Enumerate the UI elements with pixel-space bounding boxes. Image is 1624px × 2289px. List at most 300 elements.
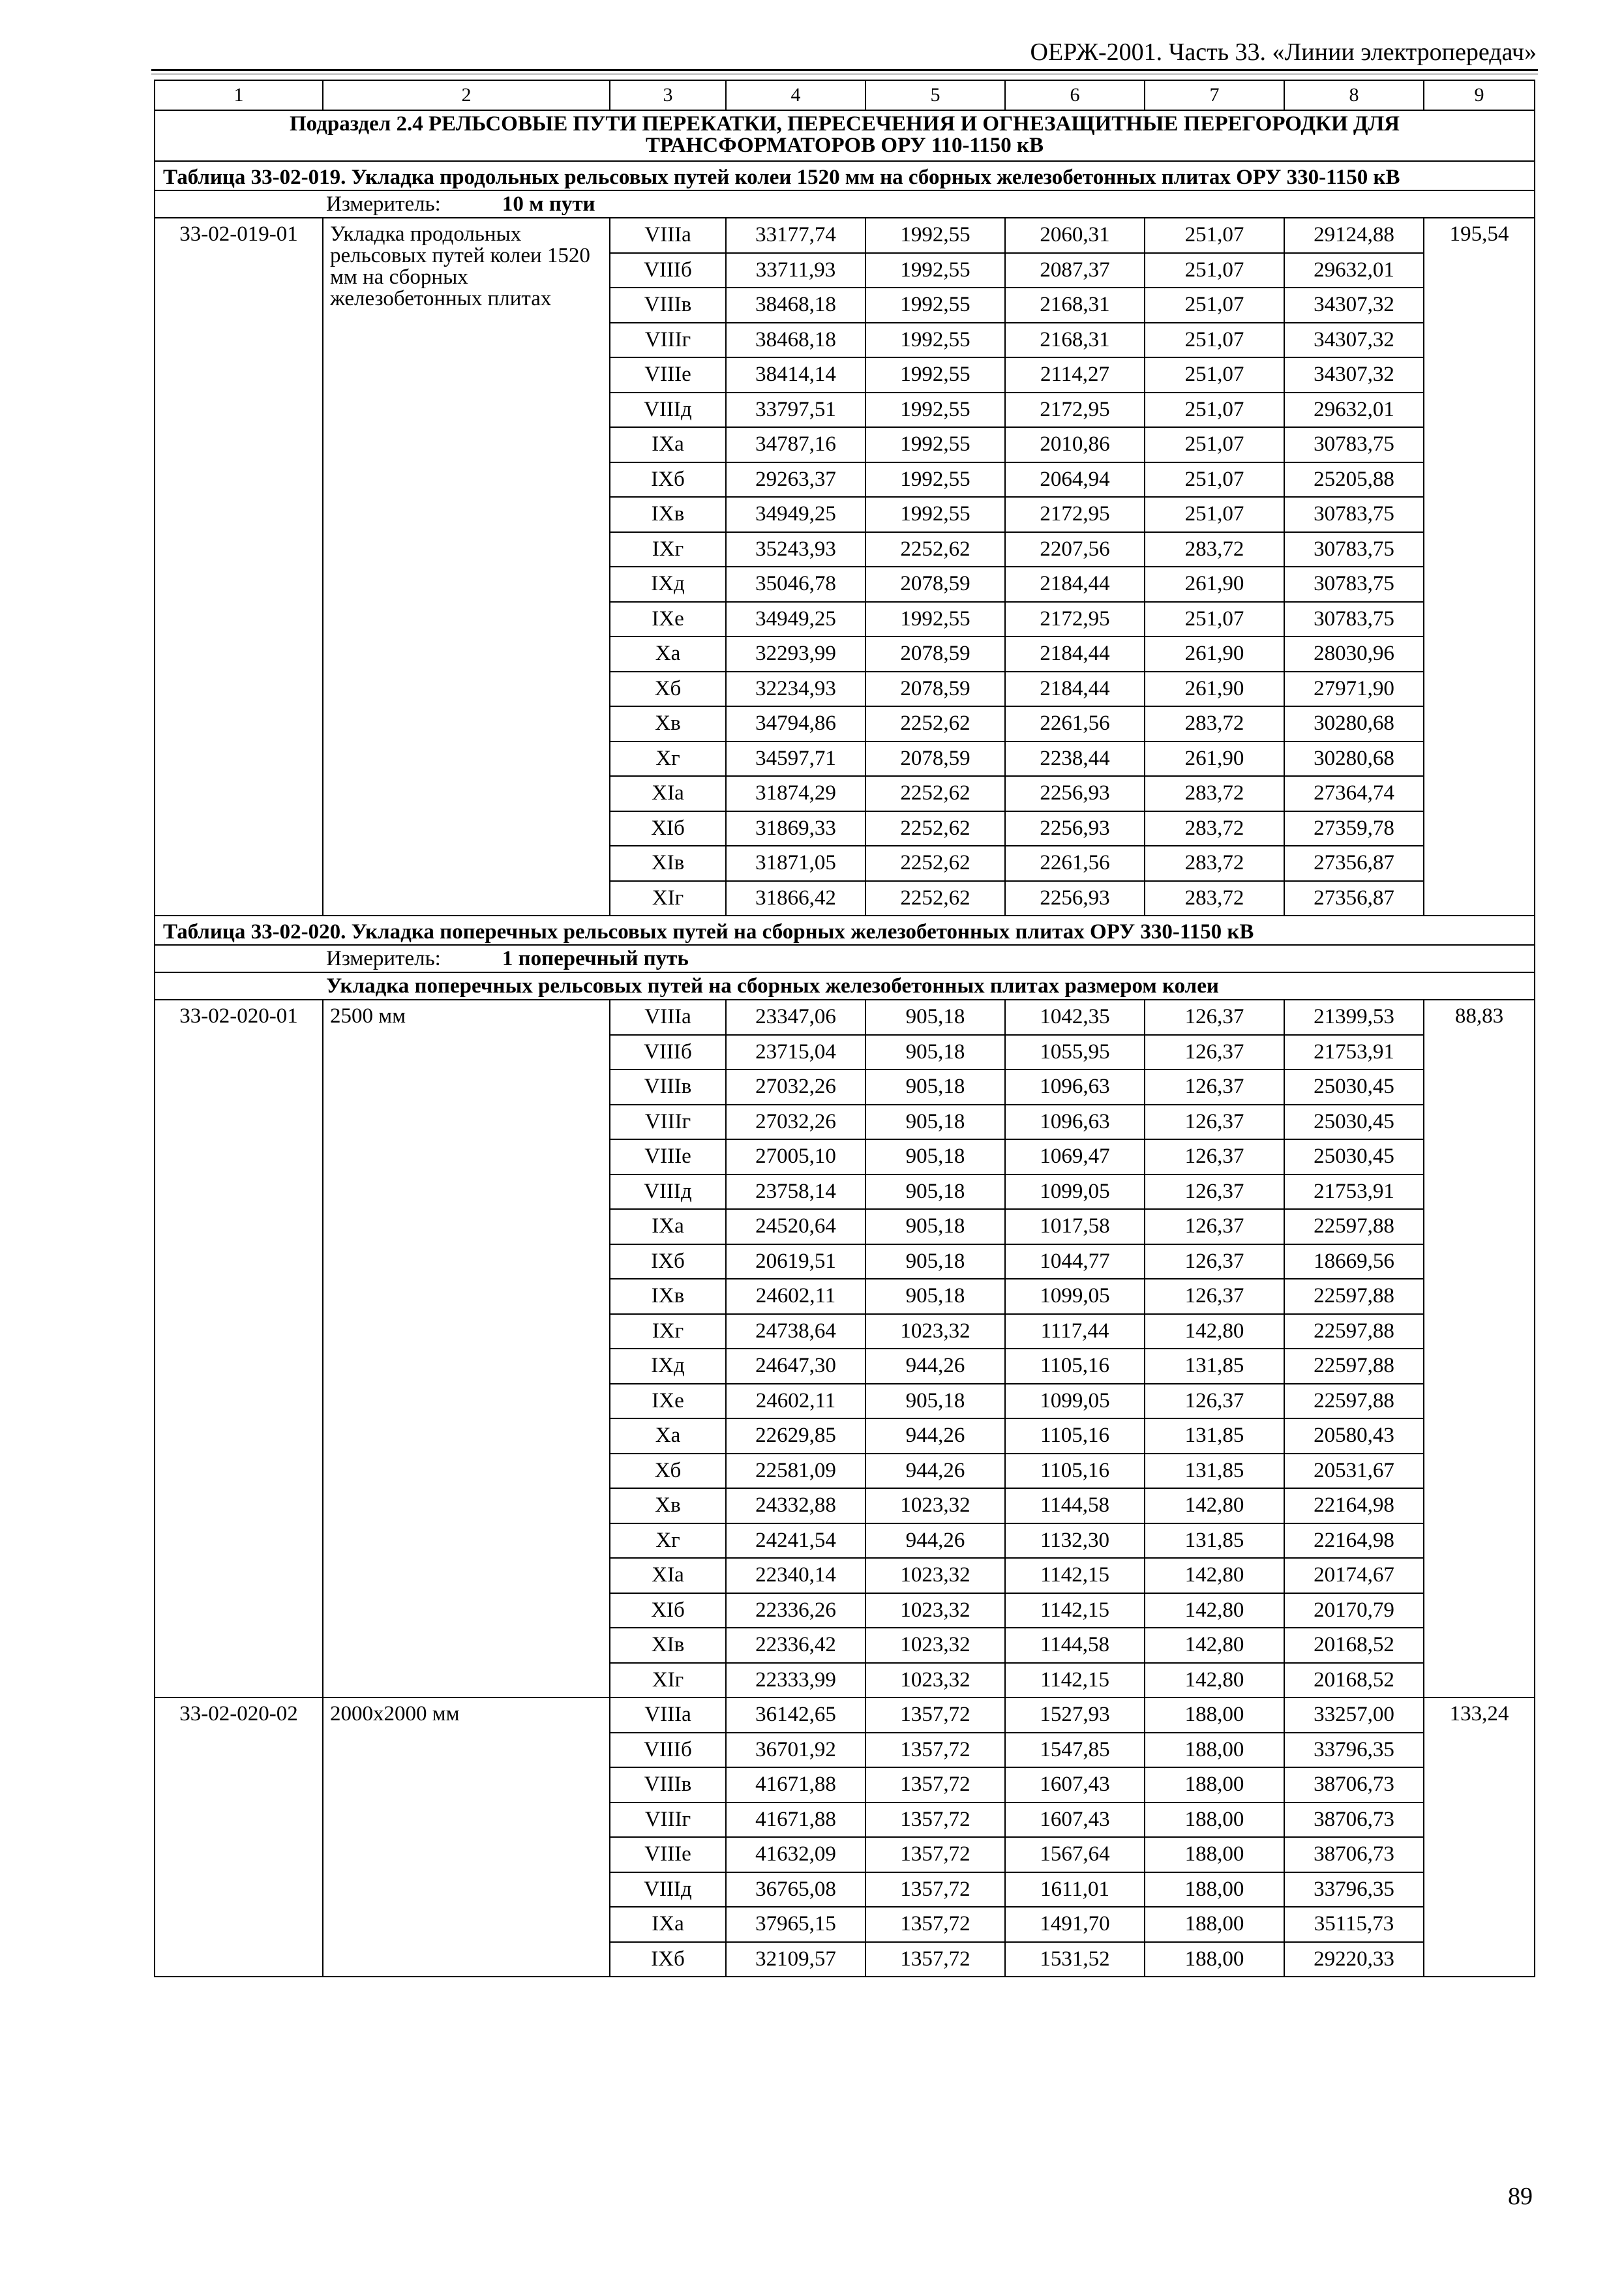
value-cell: 33796,35 [1284, 1733, 1424, 1768]
zone-cell: IXб [610, 1942, 726, 1977]
labor-cost: 88,83 [1424, 1000, 1535, 1698]
value-cell: 2252,62 [865, 846, 1005, 881]
value-cell: 1069,47 [1005, 1139, 1145, 1174]
zone-cell: IXд [610, 1349, 726, 1384]
value-cell: 131,85 [1145, 1349, 1284, 1384]
value-cell: 251,07 [1145, 462, 1284, 498]
table2-subheading-row [155, 972, 1535, 1000]
value-cell: 2078,59 [865, 567, 1005, 602]
value-cell: 2256,93 [1005, 811, 1145, 846]
value-cell: 34307,32 [1284, 357, 1424, 393]
value-cell: 1357,72 [865, 1767, 1005, 1803]
value-cell: 24602,11 [726, 1279, 865, 1314]
value-cell: 944,26 [865, 1523, 1005, 1559]
table-row [155, 1698, 1535, 1733]
value-cell: 33797,51 [726, 393, 865, 428]
value-cell: 1096,63 [1005, 1105, 1145, 1140]
value-cell: 20531,67 [1284, 1454, 1424, 1489]
value-cell: 23758,14 [726, 1174, 865, 1210]
zone-cell: Xа [610, 1418, 726, 1454]
zone-cell: Xг [610, 741, 726, 777]
column-number: 1 [155, 80, 323, 110]
value-cell: 2184,44 [1005, 636, 1145, 672]
zone-cell: VIIIв [610, 1767, 726, 1803]
value-cell: 22597,88 [1284, 1314, 1424, 1349]
value-cell: 1992,55 [865, 357, 1005, 393]
value-cell: 251,07 [1145, 602, 1284, 637]
value-cell: 29124,88 [1284, 218, 1424, 253]
value-cell: 1023,32 [865, 1488, 1005, 1523]
value-cell: 1357,72 [865, 1698, 1005, 1733]
zone-cell: Xб [610, 1454, 726, 1489]
value-cell: 126,37 [1145, 1384, 1284, 1419]
item-description: Укладка продольных рельсовых путей колеи 1520 мм на сборных железобетонных плитах [323, 218, 610, 916]
value-cell: 2207,56 [1005, 532, 1145, 567]
table-title: Таблица 33-02-019. Укладка продольных рельсовых путей колеи 1520 мм на сборных железобетонных плитах ОРУ 330-1150 кВ [155, 161, 1535, 190]
item-code: 33-02-019-01 [155, 218, 323, 916]
value-cell: 1992,55 [865, 288, 1005, 323]
value-cell: 1992,55 [865, 462, 1005, 498]
table2-meter-row [155, 945, 1535, 972]
value-cell: 283,72 [1145, 881, 1284, 916]
value-cell: 1044,77 [1005, 1244, 1145, 1279]
value-cell: 131,85 [1145, 1454, 1284, 1489]
column-number: 5 [865, 80, 1005, 110]
value-cell: 1992,55 [865, 427, 1005, 462]
value-cell: 2261,56 [1005, 706, 1145, 741]
value-cell: 27971,90 [1284, 672, 1424, 707]
zone-cell: VIIIв [610, 288, 726, 323]
value-cell: 905,18 [865, 1070, 1005, 1105]
value-cell: 2010,86 [1005, 427, 1145, 462]
item-code: 33-02-020-02 [155, 1698, 323, 1977]
value-cell: 1023,32 [865, 1558, 1005, 1593]
value-cell: 261,90 [1145, 741, 1284, 777]
value-cell: 38468,18 [726, 323, 865, 358]
value-cell: 23715,04 [726, 1035, 865, 1070]
value-cell: 283,72 [1145, 846, 1284, 881]
value-cell: 142,80 [1145, 1663, 1284, 1698]
value-cell: 36142,65 [726, 1698, 865, 1733]
value-cell: 2087,37 [1005, 253, 1145, 288]
value-cell: 2252,62 [865, 532, 1005, 567]
value-cell: 944,26 [865, 1418, 1005, 1454]
value-cell: 188,00 [1145, 1942, 1284, 1977]
column-number: 9 [1424, 80, 1535, 110]
value-cell: 38706,73 [1284, 1837, 1424, 1872]
meter-label: Измеритель: [326, 946, 441, 970]
value-cell: 24520,64 [726, 1209, 865, 1244]
meter-value: 10 м пути [502, 192, 595, 216]
value-cell: 1142,15 [1005, 1593, 1145, 1628]
value-cell: 24332,88 [726, 1488, 865, 1523]
value-cell: 22336,26 [726, 1593, 865, 1628]
zone-cell: IXв [610, 497, 726, 532]
value-cell: 1992,55 [865, 393, 1005, 428]
value-cell: 20619,51 [726, 1244, 865, 1279]
value-cell: 27005,10 [726, 1139, 865, 1174]
value-cell: 944,26 [865, 1349, 1005, 1384]
value-cell: 1547,85 [1005, 1733, 1145, 1768]
value-cell: 188,00 [1145, 1803, 1284, 1838]
value-cell: 25030,45 [1284, 1105, 1424, 1140]
value-cell: 1142,15 [1005, 1663, 1145, 1698]
value-cell: 251,07 [1145, 497, 1284, 532]
value-cell: 25205,88 [1284, 462, 1424, 498]
value-cell: 1992,55 [865, 218, 1005, 253]
table1-meter-row [155, 190, 1535, 218]
value-cell: 37965,15 [726, 1907, 865, 1942]
value-cell: 34794,86 [726, 706, 865, 741]
value-cell: 2172,95 [1005, 602, 1145, 637]
zone-cell: VIIIб [610, 1035, 726, 1070]
value-cell: 22629,85 [726, 1418, 865, 1454]
value-cell: 30280,68 [1284, 741, 1424, 777]
value-cell: 944,26 [865, 1454, 1005, 1489]
value-cell: 2064,94 [1005, 462, 1145, 498]
section-title-row [155, 110, 1535, 161]
value-cell: 22597,88 [1284, 1209, 1424, 1244]
zone-cell: VIIIг [610, 323, 726, 358]
zone-cell: VIIIг [610, 1803, 726, 1838]
value-cell: 30783,75 [1284, 497, 1424, 532]
value-cell: 35046,78 [726, 567, 865, 602]
value-cell: 261,90 [1145, 672, 1284, 707]
value-cell: 251,07 [1145, 323, 1284, 358]
value-cell: 34307,32 [1284, 288, 1424, 323]
table1-title-row [155, 161, 1535, 190]
value-cell: 34597,71 [726, 741, 865, 777]
value-cell: 261,90 [1145, 636, 1284, 672]
zone-cell: IXг [610, 1314, 726, 1349]
value-cell: 33711,93 [726, 253, 865, 288]
value-cell: 1992,55 [865, 497, 1005, 532]
value-cell: 31874,29 [726, 776, 865, 811]
value-cell: 2168,31 [1005, 323, 1145, 358]
zone-cell: Xв [610, 1488, 726, 1523]
header-rule [151, 69, 1538, 71]
value-cell: 32109,57 [726, 1942, 865, 1977]
zone-cell: XIб [610, 1593, 726, 1628]
zone-cell: XIг [610, 881, 726, 916]
value-cell: 38706,73 [1284, 1803, 1424, 1838]
value-cell: 24738,64 [726, 1314, 865, 1349]
zone-cell: XIг [610, 1663, 726, 1698]
value-cell: 142,80 [1145, 1593, 1284, 1628]
value-cell: 188,00 [1145, 1698, 1284, 1733]
value-cell: 22164,98 [1284, 1488, 1424, 1523]
value-cell: 1491,70 [1005, 1907, 1145, 1942]
value-cell: 1992,55 [865, 323, 1005, 358]
value-cell: 21399,53 [1284, 1000, 1424, 1035]
value-cell: 30783,75 [1284, 532, 1424, 567]
meter-label: Измеритель: [326, 192, 441, 216]
value-cell: 1096,63 [1005, 1070, 1145, 1105]
value-cell: 283,72 [1145, 776, 1284, 811]
value-cell: 2256,93 [1005, 881, 1145, 916]
page-number: 89 [1508, 2183, 1533, 2210]
value-cell: 1357,72 [865, 1733, 1005, 1768]
value-cell: 1992,55 [865, 253, 1005, 288]
value-cell: 251,07 [1145, 357, 1284, 393]
value-cell: 905,18 [865, 1000, 1005, 1035]
value-cell: 2078,59 [865, 741, 1005, 777]
value-cell: 905,18 [865, 1384, 1005, 1419]
value-cell: 2078,59 [865, 672, 1005, 707]
value-cell: 38706,73 [1284, 1767, 1424, 1803]
value-cell: 31871,05 [726, 846, 865, 881]
value-cell: 251,07 [1145, 218, 1284, 253]
value-cell: 24602,11 [726, 1384, 865, 1419]
value-cell: 27359,78 [1284, 811, 1424, 846]
zone-cell: VIIIе [610, 1837, 726, 1872]
running-header: ОЕРЖ-2001. Часть 33. «Линии электропередач» [1030, 38, 1537, 66]
zone-cell: VIIIа [610, 1000, 726, 1035]
value-cell: 1023,32 [865, 1663, 1005, 1698]
value-cell: 1105,16 [1005, 1454, 1145, 1489]
value-cell: 1042,35 [1005, 1000, 1145, 1035]
zone-cell: VIIIв [610, 1070, 726, 1105]
value-cell: 30280,68 [1284, 706, 1424, 741]
value-cell: 142,80 [1145, 1488, 1284, 1523]
column-numbers-row [155, 80, 1535, 110]
value-cell: 2184,44 [1005, 672, 1145, 707]
value-cell: 1357,72 [865, 1872, 1005, 1908]
value-cell: 29220,33 [1284, 1942, 1424, 1977]
column-number: 6 [1005, 80, 1145, 110]
value-cell: 1607,43 [1005, 1767, 1145, 1803]
zone-cell: VIIIб [610, 1733, 726, 1768]
zone-cell: XIб [610, 811, 726, 846]
value-cell: 126,37 [1145, 1105, 1284, 1140]
value-cell: 21753,91 [1284, 1174, 1424, 1210]
value-cell: 126,37 [1145, 1209, 1284, 1244]
value-cell: 1023,32 [865, 1593, 1005, 1628]
value-cell: 142,80 [1145, 1628, 1284, 1663]
value-cell: 30783,75 [1284, 602, 1424, 637]
zone-cell: IXг [610, 532, 726, 567]
value-cell: 251,07 [1145, 253, 1284, 288]
zone-cell: IXб [610, 462, 726, 498]
value-cell: 905,18 [865, 1174, 1005, 1210]
value-cell: 2252,62 [865, 776, 1005, 811]
value-cell: 22164,98 [1284, 1523, 1424, 1559]
value-cell: 20168,52 [1284, 1663, 1424, 1698]
value-cell: 905,18 [865, 1209, 1005, 1244]
meter [155, 945, 1535, 972]
value-cell: 905,18 [865, 1244, 1005, 1279]
value-cell: 126,37 [1145, 1279, 1284, 1314]
value-cell: 2172,95 [1005, 497, 1145, 532]
value-cell: 41632,09 [726, 1837, 865, 1872]
value-cell: 34949,25 [726, 497, 865, 532]
value-cell: 28030,96 [1284, 636, 1424, 672]
zone-cell: IXб [610, 1244, 726, 1279]
value-cell: 1357,72 [865, 1942, 1005, 1977]
value-cell: 1144,58 [1005, 1628, 1145, 1663]
value-cell: 2252,62 [865, 881, 1005, 916]
value-cell: 2060,31 [1005, 218, 1145, 253]
zone-cell: VIIIд [610, 1872, 726, 1908]
zone-cell: XIа [610, 1558, 726, 1593]
value-cell: 1117,44 [1005, 1314, 1145, 1349]
zone-cell: VIIIа [610, 1698, 726, 1733]
value-cell: 32234,93 [726, 672, 865, 707]
value-cell: 1105,16 [1005, 1418, 1145, 1454]
value-cell: 31869,33 [726, 811, 865, 846]
value-cell: 41671,88 [726, 1767, 865, 1803]
section-title: Подраздел 2.4 РЕЛЬСОВЫЕ ПУТИ ПЕРЕКАТКИ, ПЕРЕСЕЧЕНИЯ И ОГНЕЗАЩИТНЫЕ ПЕРЕГОРОДКИ ДЛЯ ТРАНСФОРМАТОРОВ ОРУ 110-1150 кВ [155, 110, 1535, 161]
value-cell: 188,00 [1145, 1907, 1284, 1942]
value-cell: 1105,16 [1005, 1349, 1145, 1384]
value-cell: 188,00 [1145, 1872, 1284, 1908]
value-cell: 1144,58 [1005, 1488, 1145, 1523]
zone-cell: VIIIа [610, 218, 726, 253]
value-cell: 1527,93 [1005, 1698, 1145, 1733]
value-cell: 251,07 [1145, 427, 1284, 462]
zone-cell: XIв [610, 846, 726, 881]
price-table [154, 80, 1535, 1977]
value-cell: 2114,27 [1005, 357, 1145, 393]
value-cell: 1607,43 [1005, 1803, 1145, 1838]
value-cell: 29632,01 [1284, 253, 1424, 288]
column-number: 4 [726, 80, 865, 110]
value-cell: 30783,75 [1284, 567, 1424, 602]
zone-cell: Xа [610, 636, 726, 672]
zone-cell: VIIIе [610, 1139, 726, 1174]
meter [155, 190, 1535, 218]
value-cell: 251,07 [1145, 393, 1284, 428]
value-cell: 22336,42 [726, 1628, 865, 1663]
value-cell: 2252,62 [865, 811, 1005, 846]
value-cell: 22597,88 [1284, 1279, 1424, 1314]
column-number: 8 [1284, 80, 1424, 110]
value-cell: 38468,18 [726, 288, 865, 323]
value-cell: 283,72 [1145, 532, 1284, 567]
value-cell: 2238,44 [1005, 741, 1145, 777]
value-cell: 1023,32 [865, 1628, 1005, 1663]
zone-cell: VIIIг [610, 1105, 726, 1140]
zone-cell: IXе [610, 602, 726, 637]
value-cell: 126,37 [1145, 1000, 1284, 1035]
value-cell: 27032,26 [726, 1105, 865, 1140]
value-cell: 22333,99 [726, 1663, 865, 1698]
zone-cell: VIIIд [610, 393, 726, 428]
zone-cell: IXв [610, 1279, 726, 1314]
value-cell: 31866,42 [726, 881, 865, 916]
value-cell: 32293,99 [726, 636, 865, 672]
zone-cell: XIв [610, 1628, 726, 1663]
value-cell: 30783,75 [1284, 427, 1424, 462]
value-cell: 21753,91 [1284, 1035, 1424, 1070]
value-cell: 22340,14 [726, 1558, 865, 1593]
table-title: Таблица 33-02-020. Укладка поперечных рельсовых путей на сборных железобетонных плитах ОРУ 330-1150 кВ [155, 916, 1535, 945]
value-cell: 2184,44 [1005, 567, 1145, 602]
value-cell: 20170,79 [1284, 1593, 1424, 1628]
value-cell: 29263,37 [726, 462, 865, 498]
value-cell: 905,18 [865, 1279, 1005, 1314]
value-cell: 1017,58 [1005, 1209, 1145, 1244]
zone-cell: VIIIб [610, 253, 726, 288]
value-cell: 20580,43 [1284, 1418, 1424, 1454]
value-cell: 24241,54 [726, 1523, 865, 1559]
value-cell: 36701,92 [726, 1733, 865, 1768]
value-cell: 1567,64 [1005, 1837, 1145, 1872]
item-description: 2000х2000 мм [323, 1698, 610, 1977]
value-cell: 1357,72 [865, 1907, 1005, 1942]
value-cell: 283,72 [1145, 706, 1284, 741]
zone-cell: Xб [610, 672, 726, 707]
column-number: 3 [610, 80, 726, 110]
item-code: 33-02-020-01 [155, 1000, 323, 1698]
zone-cell: Xг [610, 1523, 726, 1559]
value-cell: 1357,72 [865, 1837, 1005, 1872]
value-cell: 142,80 [1145, 1314, 1284, 1349]
value-cell: 41671,88 [726, 1803, 865, 1838]
value-cell: 29632,01 [1284, 393, 1424, 428]
value-cell: 126,37 [1145, 1244, 1284, 1279]
value-cell: 2256,93 [1005, 776, 1145, 811]
table-row [155, 218, 1535, 253]
table-row [155, 1000, 1535, 1035]
value-cell: 23347,06 [726, 1000, 865, 1035]
value-cell: 1099,05 [1005, 1279, 1145, 1314]
subheading: Укладка поперечных рельсовых путей на сборных железобетонных плитах размером колеи [155, 972, 1535, 1000]
value-cell: 1992,55 [865, 602, 1005, 637]
value-cell: 38414,14 [726, 357, 865, 393]
value-cell: 126,37 [1145, 1139, 1284, 1174]
value-cell: 1357,72 [865, 1803, 1005, 1838]
item-description: 2500 мм [323, 1000, 610, 1698]
value-cell: 1531,52 [1005, 1942, 1145, 1977]
value-cell: 905,18 [865, 1139, 1005, 1174]
value-cell: 33257,00 [1284, 1698, 1424, 1733]
value-cell: 283,72 [1145, 811, 1284, 846]
value-cell: 34787,16 [726, 427, 865, 462]
zone-cell: IXа [610, 1907, 726, 1942]
value-cell: 2172,95 [1005, 393, 1145, 428]
value-cell: 22581,09 [726, 1454, 865, 1489]
value-cell: 1023,32 [865, 1314, 1005, 1349]
zone-cell: Xв [610, 706, 726, 741]
value-cell: 35115,73 [1284, 1907, 1424, 1942]
zone-cell: IXа [610, 427, 726, 462]
value-cell: 27356,87 [1284, 881, 1424, 916]
zone-cell: VIIIе [610, 357, 726, 393]
zone-cell: IXд [610, 567, 726, 602]
value-cell: 2168,31 [1005, 288, 1145, 323]
value-cell: 126,37 [1145, 1174, 1284, 1210]
value-cell: 261,90 [1145, 567, 1284, 602]
value-cell: 2261,56 [1005, 846, 1145, 881]
column-number: 2 [323, 80, 610, 110]
table2-title-row [155, 916, 1535, 945]
value-cell: 34307,32 [1284, 323, 1424, 358]
labor-cost: 195,54 [1424, 218, 1535, 916]
zone-cell: XIа [610, 776, 726, 811]
value-cell: 2078,59 [865, 636, 1005, 672]
value-cell: 1055,95 [1005, 1035, 1145, 1070]
value-cell: 126,37 [1145, 1035, 1284, 1070]
value-cell: 251,07 [1145, 288, 1284, 323]
value-cell: 188,00 [1145, 1733, 1284, 1768]
value-cell: 20168,52 [1284, 1628, 1424, 1663]
value-cell: 36765,08 [726, 1872, 865, 1908]
value-cell: 27356,87 [1284, 846, 1424, 881]
value-cell: 1132,30 [1005, 1523, 1145, 1559]
value-cell: 188,00 [1145, 1767, 1284, 1803]
value-cell: 25030,45 [1284, 1139, 1424, 1174]
